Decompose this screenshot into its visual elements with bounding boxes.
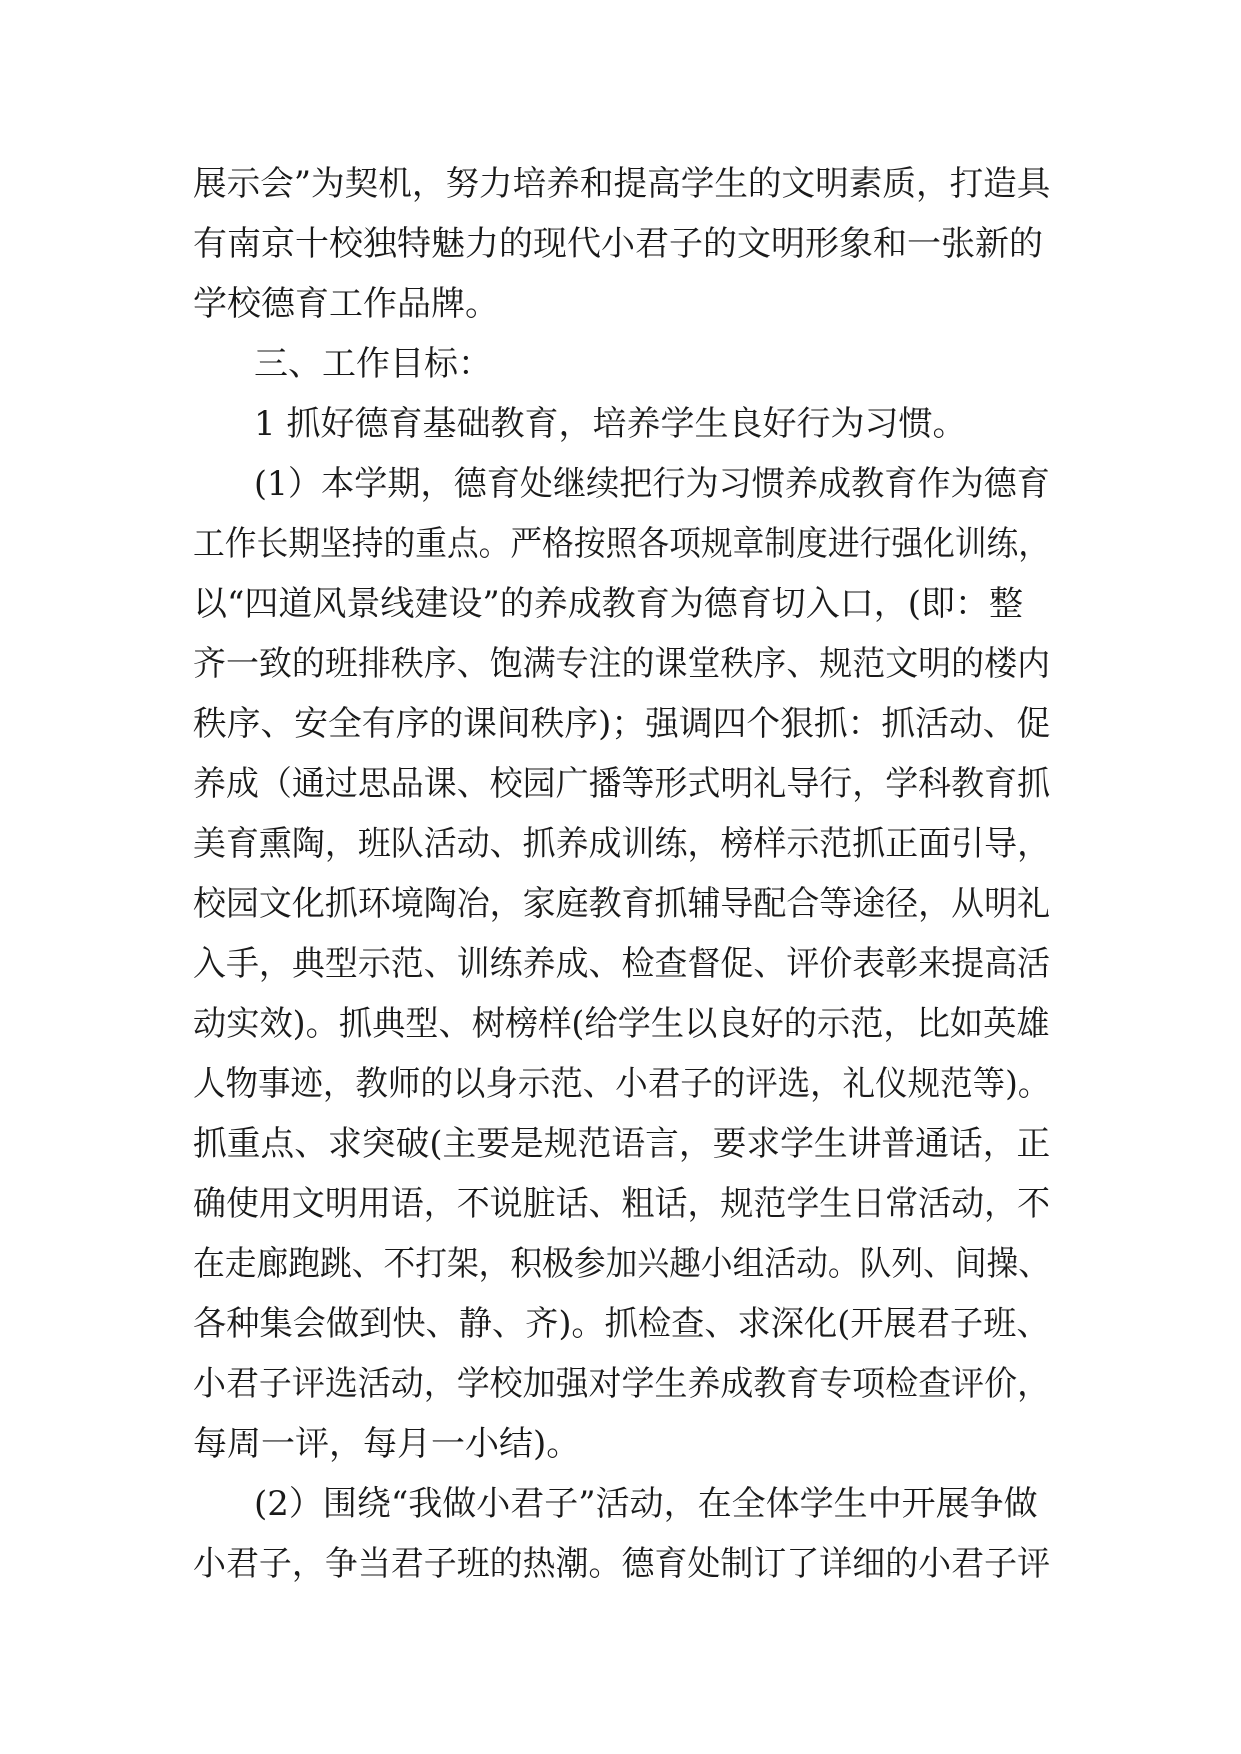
text-line-24: 小君子，争当君子班的热潮。德育处制订了详细的小君子评 <box>193 1544 1051 1584</box>
text-line-13: 校园文化抓环境陶冶，家庭教育抓辅导配合等途径，从明礼 <box>193 884 1051 924</box>
text-line-8: 以“四道风景线建设”的养成教育为德育切入口，(即：整 <box>193 584 1024 624</box>
text-line-14: 入手，典型示范、训练养成、检查督促、评价表彰来提高活 <box>193 944 1051 984</box>
text-line-5: 1 抓好德育基础教育，培养学生良好行为习惯。 <box>254 404 967 444</box>
text-line-17: 抓重点、求突破(主要是规范语言，要求学生讲普通话，正 <box>193 1124 1051 1164</box>
section-heading-work-goals: 三、工作目标： <box>254 344 492 384</box>
text-line-15: 动实效)。抓典型、树榜样(给学生以良好的示范，比如英雄 <box>193 1004 1050 1044</box>
text-line-11: 养成（通过思品课、校园广播等形式明礼导行，学科教育抓 <box>193 764 1051 804</box>
text-line-12: 美育熏陶，班队活动、抓养成训练，榜样示范抓正面引导， <box>193 824 1051 864</box>
text-line-18: 确使用文明用语，不说脏话、粗话，规范学生日常活动，不 <box>193 1184 1051 1224</box>
text-line-21: 小君子评选活动，学校加强对学生养成教育专项检查评价， <box>193 1364 1051 1404</box>
text-line-9: 齐一致的班排秩序、饱满专注的课堂秩序、规范文明的楼内 <box>193 644 1051 684</box>
text-line-10: 秩序、安全有序的课间秩序)；强调四个狠抓：抓活动、促 <box>193 704 1051 744</box>
text-line-19: 在走廊跑跳、不打架，积极参加兴趣小组活动。队列、间操、 <box>193 1244 1051 1284</box>
text-line-2: 有南京十校独特魅力的现代小君子的文明形象和一张新的 <box>193 224 1043 264</box>
text-line-7: 工作长期坚持的重点。严格按照各项规章制度进行强化训练， <box>193 524 1051 564</box>
text-line-23: (2）围绕“我做小君子”活动，在全体学生中开展争做 <box>254 1484 1038 1524</box>
text-line-22: 每周一评，每月一小结)。 <box>193 1424 581 1464</box>
text-line-3: 学校德育工作品牌。 <box>193 284 499 324</box>
text-line-1: 展示会”为契机，努力培养和提高学生的文明素质，打造具 <box>193 164 1051 204</box>
text-line-16: 人物事迹，教师的以身示范、小君子的评选，礼仪规范等)。 <box>193 1064 1051 1104</box>
text-line-20: 各种集会做到快、静、齐)。抓检查、求深化(开展君子班、 <box>193 1304 1050 1344</box>
text-line-6: (1）本学期，德育处继续把行为习惯养成教育作为德育 <box>254 464 1050 504</box>
